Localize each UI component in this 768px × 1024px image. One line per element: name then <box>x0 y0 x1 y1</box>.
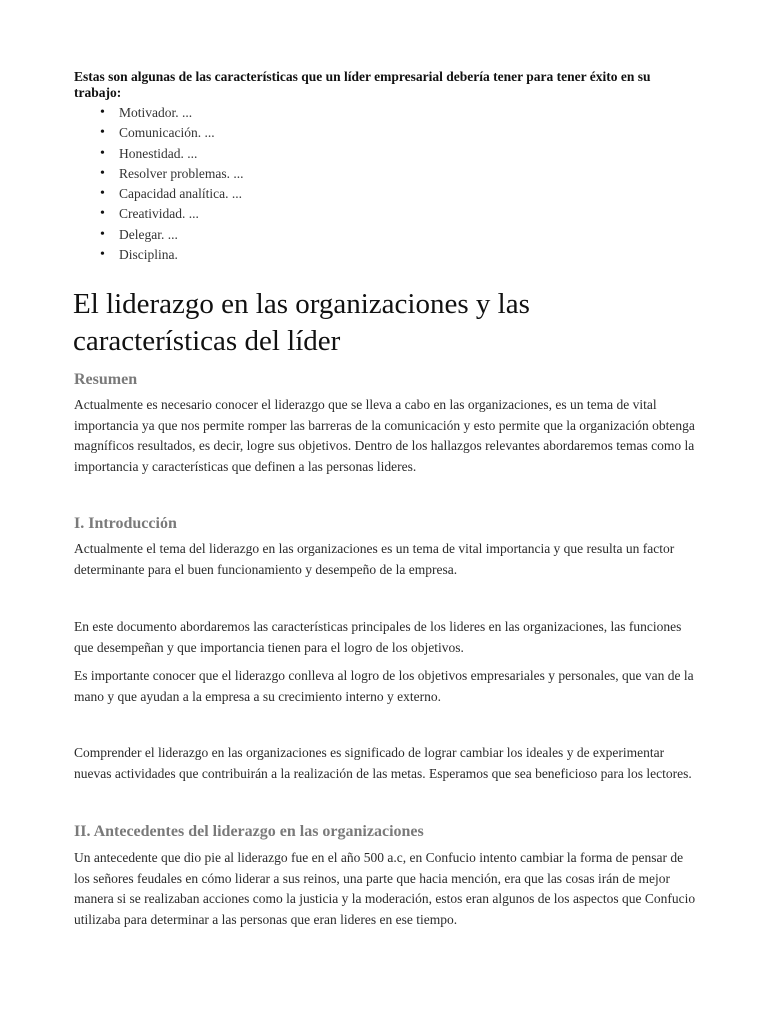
section-heading-resumen: Resumen <box>74 371 138 388</box>
list-item: • Creatividad. ... <box>74 204 243 224</box>
introduccion-paragraph-4: Comprender el liderazgo en las organizaciones es significado de lograr cambiar los ideales y de experimentar nuevas actividades que contribuirán a la realización de las metas. Esperamos que sea beneficioso para los lectores. <box>74 745 692 781</box>
list-item: • Resolver problemas. ... <box>74 164 243 184</box>
section-heading-introduccion: I. Introducción <box>74 515 177 532</box>
list-item: • Motivador. ... <box>74 103 243 123</box>
document-title: El liderazgo en las organizaciones y las características del líder <box>73 288 530 357</box>
list-item: • Comunicación. ... <box>74 123 243 143</box>
characteristics-list <box>74 103 243 265</box>
list-item: • Capacidad analítica. ... <box>74 184 243 204</box>
section-heading-antecedentes: II. Antecedentes del liderazgo en las organizaciones <box>74 823 424 840</box>
introduccion-paragraph-2: En este documento abordaremos las características principales de los lideres en las organizaciones, las funciones que desempeñan y que importancia tienen para el logro de los objetivos. <box>74 619 682 655</box>
antecedentes-paragraph: Un antecedente que dio pie al liderazgo fue en el año 500 a.c, en Confucio intento cambiar la forma de pensar de los señores feudales en cómo liderar a sus reinos, una parte que hacia mención, era que las cosas irán de mejor manera si se realizaban acciones como la justicia y la moderación, estos eran algunos de los aspectos que Confucio utilizaba para determinar a las personas que eran lideres en ese tiempo. <box>74 850 696 927</box>
intro-text: Estas son algunas de las características que un líder empresarial debería tener para tener éxito en su trabajo: <box>74 69 651 100</box>
resumen-paragraph: Actualmente es necesario conocer el liderazgo que se lleva a cabo en las organizaciones, es un tema de vital importancia ya que nos permite romper las barreras de la comunicación y esto permite que la organización obtenga magníficos resultados, es decir, logre sus objetivos. Dentro de los hallazgos relevantes abordaremos temas como la importancia y características que definen a las personas lideres. <box>74 397 695 474</box>
list-item: • Disciplina. <box>74 245 243 265</box>
list-item: • Honestidad. ... <box>74 144 243 164</box>
introduccion-paragraph-1: Actualmente el tema del liderazgo en las organizaciones es un tema de vital importancia y que resulta un factor determinante para el buen funcionamiento y desempeño de la empresa. <box>74 541 675 577</box>
introduccion-paragraph-3: Es importante conocer que el liderazgo conlleva al logro de los objetivos empresariales y personales, que van de la mano y que ayudan a la empresa a su crecimiento interno y externo. <box>74 668 694 704</box>
list-item: • Delegar. ... <box>74 225 243 245</box>
